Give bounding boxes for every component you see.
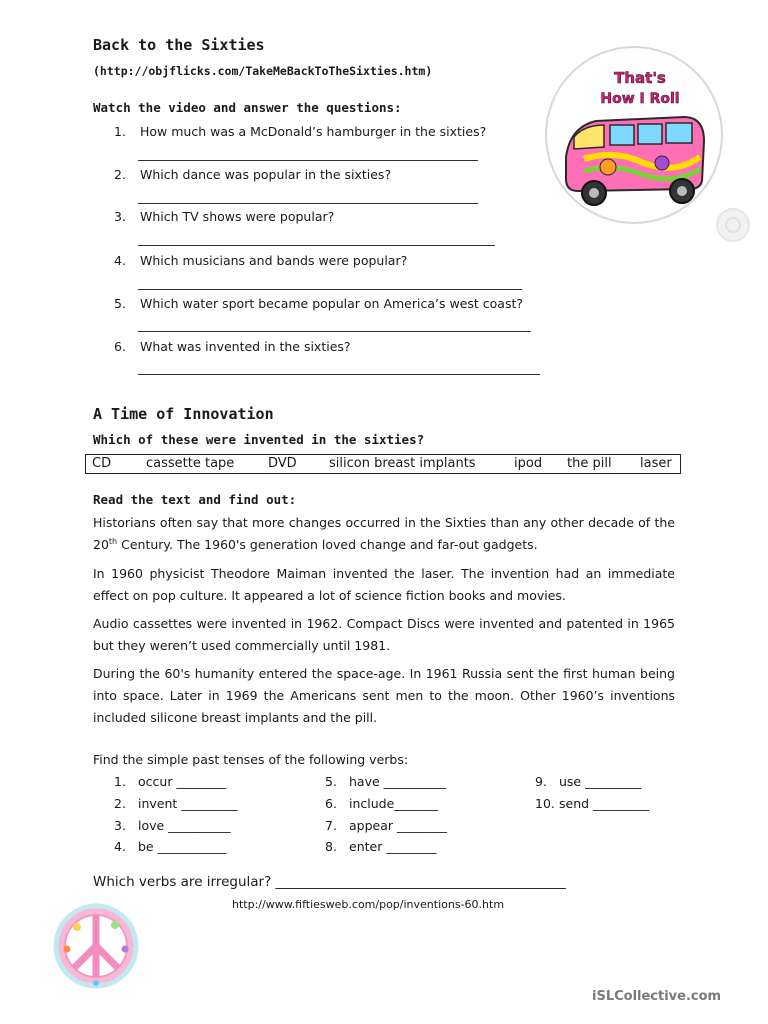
question-3: 3. Which TV shows were popular?	[114, 209, 335, 224]
verb-item[interactable]: 3. love __________	[114, 818, 231, 833]
answer-line-2[interactable]	[138, 203, 478, 204]
word-item: cassette tape	[146, 456, 235, 471]
question-2: 2. Which dance was popular in the sixties?	[114, 167, 392, 182]
verb-item[interactable]: 7. appear ________	[325, 818, 447, 833]
question-6: 6. What was invented in the sixties?	[114, 339, 351, 354]
answer-line-6[interactable]	[138, 374, 540, 375]
verb-item[interactable]: 1. occur ________	[114, 774, 227, 789]
question-text: Which TV shows were popular?	[140, 209, 335, 224]
word-item: CD	[92, 456, 112, 471]
irregular-verbs-question[interactable]: Which verbs are irregular? ___________________________________________	[93, 874, 566, 890]
word-box	[85, 454, 681, 474]
paragraph-1: Historians often say that more changes occurred in the Sixties than any other decade of the 20th Century. The 1960's generation loved change and far-out gadgets.	[93, 515, 675, 552]
hippie-van-logo-image	[544, 45, 724, 225]
question-text: Which musicians and bands were popular?	[140, 253, 408, 268]
answer-line-3[interactable]	[138, 245, 495, 246]
question-text: Which dance was popular in the sixties?	[140, 167, 392, 182]
question-text: How much was a McDonald’s hamburger in the sixties?	[140, 124, 487, 139]
paragraph-4: During the 60's humanity entered the space-age. In 1961 Russia sent the first human being into space. Later in 1969 the Americans sent men to the moon. Other 1960’s inventions included silicone breast implants and the pill.	[93, 666, 675, 725]
verb-item[interactable]: 5. have __________	[325, 774, 447, 789]
read-instruction: Read the text and find out:	[93, 492, 297, 507]
logo-text-line1: That's	[614, 69, 666, 87]
peace-sign-image	[53, 903, 139, 989]
verb-item[interactable]: 6. include_______	[325, 796, 439, 811]
question-text: Which water sport became popular on America’s west coast?	[140, 296, 523, 311]
answer-line-4[interactable]	[138, 289, 522, 290]
verb-item[interactable]: 4. be ___________	[114, 839, 227, 854]
video-instruction: Watch the video and answer the questions:	[93, 100, 402, 115]
word-item: silicon breast implants	[329, 456, 476, 471]
worksheet-title: Back to the Sixties	[93, 36, 265, 54]
section-title-innovation: A Time of Innovation	[93, 405, 274, 423]
paragraph-2: In 1960 physicist Theodore Maiman invented the laser. The invention had an immediate effect on pop culture. It appeared a lot of science fiction books and movies.	[93, 566, 675, 603]
answer-line-1[interactable]	[138, 160, 478, 161]
question-5: 5. Which water sport became popular on America’s west coast?	[114, 296, 523, 311]
question-1: 1. How much was a McDonald’s hamburger in the sixties?	[114, 124, 487, 139]
word-item: laser	[640, 456, 672, 471]
answer-line-5[interactable]	[138, 331, 531, 332]
verb-item[interactable]: 9. use _________	[535, 774, 642, 789]
faint-watermark-icon	[715, 207, 751, 243]
source-url[interactable]: http://www.fiftiesweb.com/pop/inventions-60.htm	[232, 898, 505, 911]
word-item: the pill	[567, 456, 612, 471]
site-watermark: iSLCollective.com	[592, 989, 722, 1004]
verb-item[interactable]: 8. enter ________	[325, 839, 437, 854]
verb-item[interactable]: 2. invent _________	[114, 796, 238, 811]
word-item: ipod	[514, 456, 543, 471]
inventions-question: Which of these were invented in the sixties?	[93, 432, 425, 447]
question-text: What was invented in the sixties?	[140, 339, 351, 354]
verb-item[interactable]: 10. send _________	[535, 796, 650, 811]
paragraph-3: Audio cassettes were invented in 1962. Compact Discs were invented and patented in 1965 but they weren’t used commercially until 1981.	[93, 616, 675, 653]
logo-text-line2: How I Roll	[600, 91, 680, 107]
video-url[interactable]: (http://objflicks.com/TakeMeBackToTheSixties.htm)	[93, 64, 433, 78]
verbs-instruction: Find the simple past tenses of the following verbs:	[93, 752, 409, 767]
word-item: DVD	[268, 456, 297, 471]
question-4: 4. Which musicians and bands were popular?	[114, 253, 408, 268]
